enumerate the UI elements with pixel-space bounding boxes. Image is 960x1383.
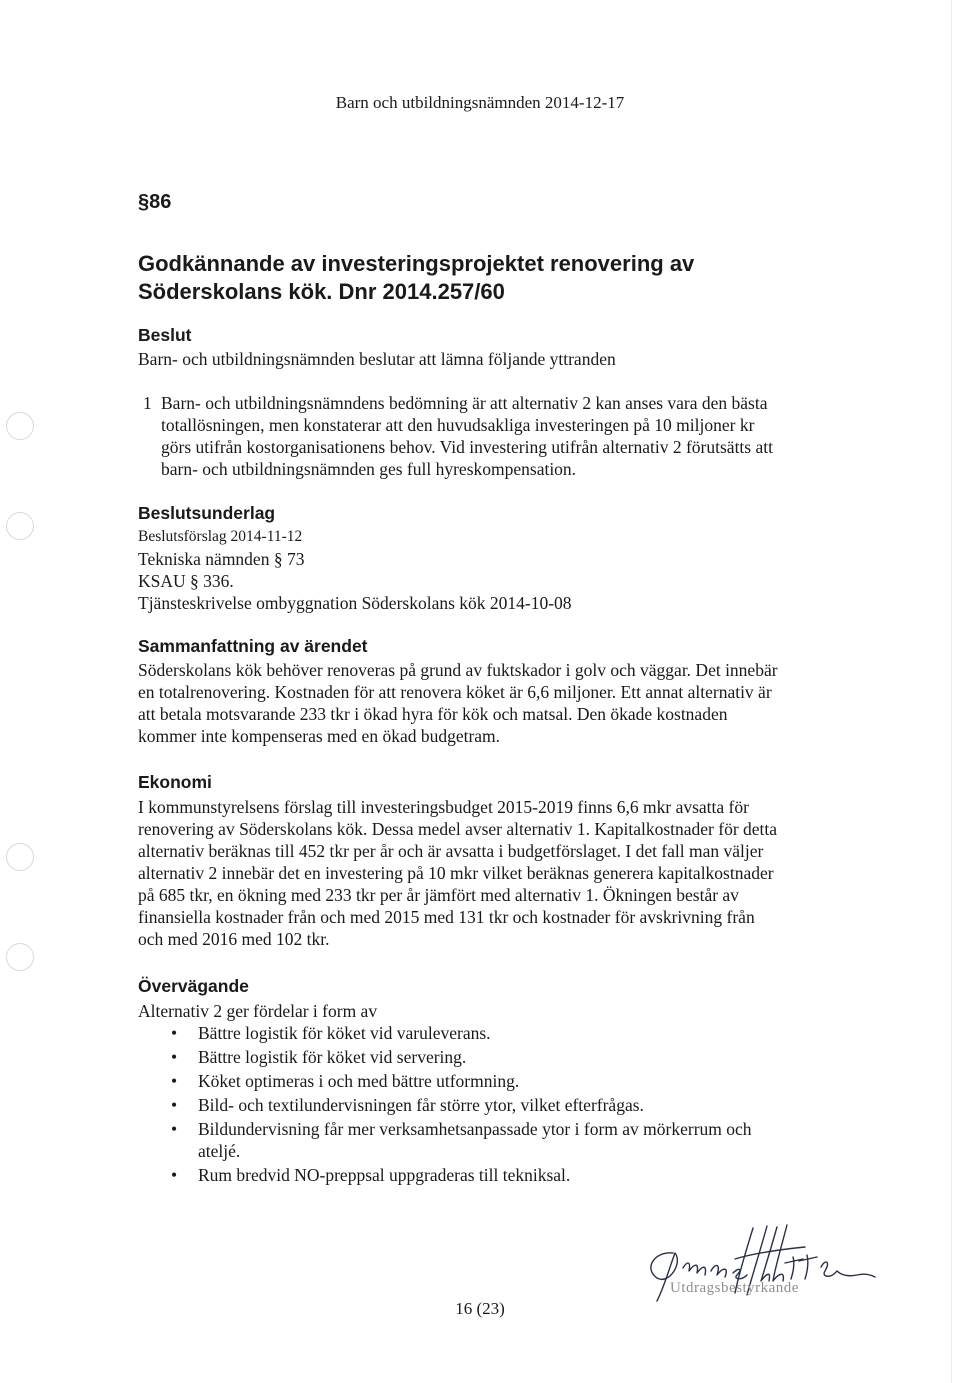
list-item-line: Bildundervisning får mer verksamhetsanpassade ytor i form av mörkerrum och xyxy=(198,1119,752,1139)
text-line: alternativ 2 innebär det en investering på 10 mkr vilket beräknas generera kapitalkostnader xyxy=(138,863,774,883)
text-line: kommer inte kompenseras med en ökad budgetram. xyxy=(138,726,501,746)
bullet-icon: • xyxy=(171,1119,178,1139)
text-line: renovering av Söderskolans kök. Dessa medel avser alternativ 1. Kapitalkostnader för detta xyxy=(138,819,778,839)
list-item xyxy=(138,1164,878,1186)
list-item-line: Köket optimeras i och med bättre utformning. xyxy=(198,1071,520,1091)
text-line: en totalrenovering. Kostnaden för att renovera köket är 6,6 miljoner. Ett annat alternativ är xyxy=(138,682,772,702)
sammanfattning-heading: Sammanfattning av ärendet xyxy=(138,636,368,656)
list-item-line: Rum bredvid NO-preppsal uppgraderas till tekniksal. xyxy=(198,1165,571,1185)
bullet-icon: • xyxy=(171,1023,178,1043)
overvagande-intro: Alternativ 2 ger fördelar i form av xyxy=(138,1001,378,1021)
beslut-item xyxy=(161,392,773,480)
page-number: 16 (23) xyxy=(455,1299,505,1318)
page-edge-line xyxy=(951,0,952,1383)
beslut-heading: Beslut xyxy=(138,325,192,345)
document-header: Barn och utbildningsnämnden 2014-12-17 xyxy=(335,93,625,112)
list-item xyxy=(138,1118,878,1162)
text-line: på 685 tkr, en ökning med 233 tkr per år jämfört med alternativ 1. Ökningen består av xyxy=(138,885,739,905)
beslut-item-line: görs utifrån kostorganisationens behov. Vid investering utifrån alternativ 2 förutsätts att xyxy=(161,437,773,457)
bullet-icon: • xyxy=(171,1047,178,1067)
bullet-icon: • xyxy=(171,1071,178,1091)
signature-stamp-caption: Utdragsbestyrkande xyxy=(670,1280,799,1296)
list-item xyxy=(138,1070,878,1092)
ekonomi-text xyxy=(138,796,777,950)
text-line: Söderskolans kök behöver renoveras på grund av fuktskador i golv och väggar. Det innebär xyxy=(138,660,778,680)
overvagande-heading: Övervägande xyxy=(138,976,249,996)
underlag-line: KSAU § 336. xyxy=(138,571,234,591)
list-item-line: Bättre logistik för köket vid servering. xyxy=(198,1047,467,1067)
list-item xyxy=(138,1046,878,1068)
underlag-line: Tjänsteskrivelse ombyggnation Söderskolans kök 2014-10-08 xyxy=(138,593,572,613)
text-line: finansiella kostnader från och med 2015 med 131 tkr och kostnader för avskrivning från xyxy=(138,907,755,927)
text-line: att betala motsvarande 233 tkr i ökad hyra för kök och matsal. Den ökade kostnaden xyxy=(138,704,728,724)
beslut-item-line: Barn- och utbildningsnämndens bedömning är att alternativ 2 kan anses vara den bästa xyxy=(161,393,768,413)
beslut-item-line: totallösningen, men konstaterar att den huvudsakliga investeringen på 10 miljoner kr xyxy=(161,415,755,435)
punch-hole-mark xyxy=(6,512,34,540)
text-line: och med 2016 med 102 tkr. xyxy=(138,929,330,949)
punch-hole-mark xyxy=(6,943,34,971)
beslutsunderlag-list xyxy=(138,526,572,614)
sammanfattning-text xyxy=(138,659,778,747)
list-item xyxy=(138,1094,878,1116)
underlag-line: Tekniska nämnden § 73 xyxy=(138,549,305,569)
text-line: I kommunstyrelsens förslag till investeringsbudget 2015-2019 finns 6,6 mkr avsatta för xyxy=(138,797,749,817)
text-line: alternativ beräknas till 452 tkr per år och är avsatta i budgetförslaget. I det fall man väljer xyxy=(138,841,764,861)
title-line: Godkännande av investeringsprojektet renovering av xyxy=(138,251,695,276)
overvagande-list xyxy=(138,1022,878,1186)
beslut-item-line: barn- och utbildningsnämnden ges full hyreskompensation. xyxy=(161,459,577,479)
bullet-icon: • xyxy=(171,1095,178,1115)
paragraph-number: §86 xyxy=(138,191,172,213)
punch-hole-mark xyxy=(6,843,34,871)
punch-hole-mark xyxy=(6,412,34,440)
list-item-line: Bild- och textilundervisningen får större ytor, vilket efterfrågas. xyxy=(198,1095,644,1115)
list-item-line: Bättre logistik för köket vid varuleverans. xyxy=(198,1023,491,1043)
document-title xyxy=(138,250,898,306)
underlag-line: Beslutsförslag 2014-11-12 xyxy=(138,528,303,545)
beslut-item-number: 1 xyxy=(143,393,152,413)
title-line: Söderskolans kök. Dnr 2014.257/60 xyxy=(138,279,505,304)
list-item xyxy=(138,1022,878,1044)
beslutsunderlag-heading: Beslutsunderlag xyxy=(138,503,276,523)
bullet-icon: • xyxy=(171,1165,178,1185)
beslut-intro: Barn- och utbildningsnämnden beslutar att lämna följande yttranden xyxy=(138,349,616,369)
ekonomi-heading: Ekonomi xyxy=(138,772,212,792)
list-item-line: ateljé. xyxy=(198,1141,241,1161)
